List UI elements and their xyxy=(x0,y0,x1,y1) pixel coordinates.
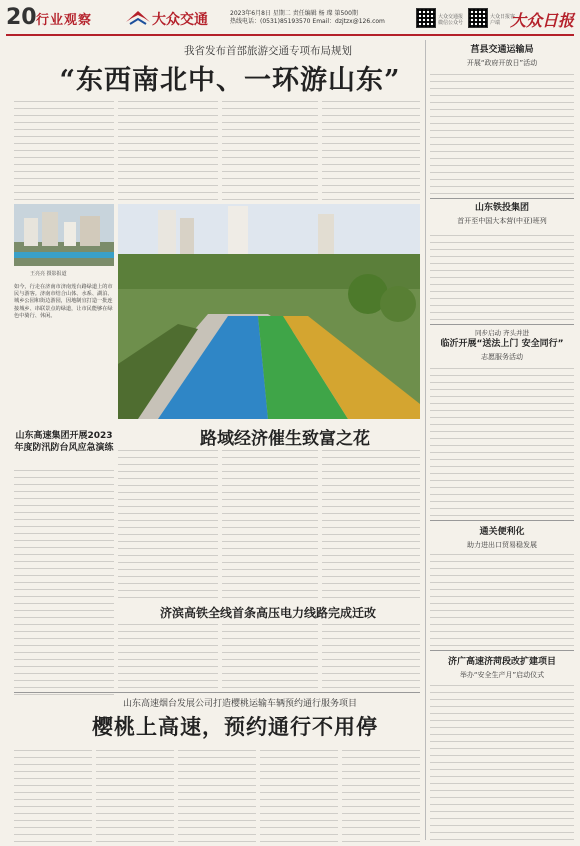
section-rule xyxy=(14,692,420,693)
qr-code-icon xyxy=(416,8,436,28)
story4-body-col1 xyxy=(118,620,218,688)
right-story4-headline: 通关便利化 xyxy=(479,527,525,537)
story4-body-col2 xyxy=(222,620,318,688)
lead-body-col3 xyxy=(222,100,318,200)
right-story5-headline: 济广高速济菏段改扩建项目 xyxy=(447,657,556,667)
lead-body-col4 xyxy=(322,100,420,200)
right-story4-subhead: 助力进出口贸易稳发展 xyxy=(467,541,537,549)
right-story3-kicker: 同步启动 齐头并进 xyxy=(474,329,530,337)
brand-wing-icon xyxy=(124,8,152,26)
story5-kicker: 山东高速烟台发展公司打造樱桃运输车辆预约通行服务项目 xyxy=(122,699,357,709)
story5-body-col4 xyxy=(260,744,338,842)
right-story1-body xyxy=(430,72,574,194)
right-story5-body xyxy=(430,684,574,840)
story5-body-col5 xyxy=(342,744,420,842)
story4-body-col3 xyxy=(322,620,420,688)
right-story5-subhead: 举办“安全生产月”启动仪式 xyxy=(459,671,545,679)
page-number: 20 xyxy=(6,5,37,30)
story3-body-col1 xyxy=(118,448,218,598)
right-story4-body xyxy=(430,554,574,646)
lead-body-col1 xyxy=(14,100,114,200)
masthead xyxy=(6,4,574,36)
story2-body xyxy=(14,470,114,695)
edition-info-line2: 热线电话：(0531)85193570 Email：dzjtzx@126.com xyxy=(230,18,385,25)
right-story3-headline: 临沂开展“送法上门 安全同行” xyxy=(440,339,564,349)
story3-body-col2 xyxy=(222,448,318,598)
newspaper-logo: 大众日报 xyxy=(509,11,574,30)
lead-headline: “东西南北中、一环游山东” xyxy=(59,65,401,96)
lead-kicker: 我省发布首部旅游交通专项布局规划 xyxy=(184,45,352,57)
right-story3-body xyxy=(430,366,574,516)
inset-photo xyxy=(14,204,114,266)
story2-headline: 山东高速集团开展2023年度防汛防台风应急演练 xyxy=(14,431,114,453)
right-rule xyxy=(430,324,574,325)
right-rule xyxy=(430,198,574,199)
right-rule xyxy=(430,650,574,651)
right-story2-subhead: 首开至中国大本营(中亚)班列 xyxy=(457,217,547,225)
qr-code-icon xyxy=(468,8,488,28)
story3-headline: 路域经济催生致富之花 xyxy=(200,429,370,449)
story5-body-col1 xyxy=(14,744,92,842)
qr2-caption: 大众日报客户端 xyxy=(490,14,516,26)
story5-headline: 樱桃上高速，预约通行不用停 xyxy=(92,714,378,739)
story4-headline: 济滨高铁全线首条高压电力线路完成迁改 xyxy=(159,606,376,620)
story5-body-col2 xyxy=(96,744,174,842)
right-story1-headline: 莒县交通运输局 xyxy=(470,45,534,55)
edition-info xyxy=(230,10,410,26)
right-story2-headline: 山东铁投集团 xyxy=(474,203,529,213)
edition-info-line1: 2023年6月8日 星期二 责任编辑 杨 璨 第500期 xyxy=(230,10,358,17)
brand-name: 大众交通 xyxy=(152,12,208,28)
story5-body-col3 xyxy=(178,744,256,842)
qr1-caption: 大众交通报微信公众号 xyxy=(438,14,464,26)
lead-body-col2 xyxy=(118,100,218,200)
right-story1-subhead: 开展“政府开放日”活动 xyxy=(466,59,538,67)
section-title: 行业观察 xyxy=(36,13,93,28)
right-story3-subhead: 志愿服务活动 xyxy=(481,353,523,361)
photo-credit: 王亮亮 摄影报道 xyxy=(30,271,67,277)
photo-caption: 如今，行走在济南市济南莲台路绿道上的市民与游客。济南市结合山体、水系、湖泊、城乡公园和街边游园，因地制宜打造一批连接城乡、串联景点的绿道，让市民能够在绿色中骑行、休闲。 xyxy=(14,284,113,319)
story3-body-col3 xyxy=(322,448,420,598)
right-story2-body xyxy=(430,230,574,320)
greenway-photo xyxy=(118,204,420,419)
right-rule xyxy=(430,520,574,521)
